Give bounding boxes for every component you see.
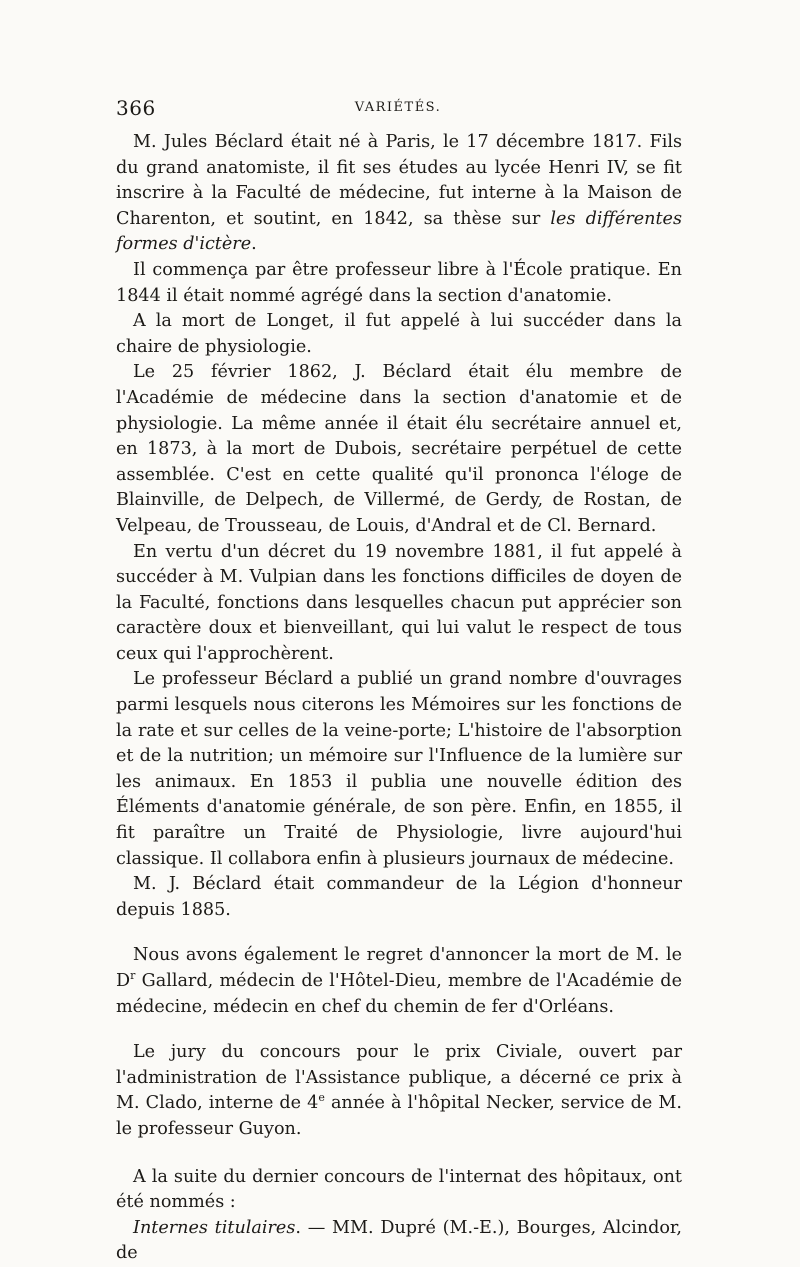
paragraph-beclard-career: Il commença par être professeur libre à l'École pratique. En 1844 il était nommé agrégé dans la section d'anatomie. [116,259,682,306]
superscript: r [130,969,136,983]
paragraph-gallard-death [116,943,682,1020]
paragraph-beclard-academy: Le 25 février 1862, J. Béclard était élu membre de l'Académie de médecine dans la section d'anatomie et de physiologie. La même année il était élu secrétaire annuel et, en 1873, à la mort de Dubois, secrétaire perpétuel de cette assemblée. C'est en cette qualité qu'il prononca l'éloge de Blainville, de Delpech, de Villermé, de Gerdy, de Rostan, de Velpeau, de Trousseau, de Louis, d'Andral et de Cl. Bernard. [116,362,682,536]
page-header [116,96,680,122]
paragraph-internes-titulaires [116,1216,682,1267]
page-number: 366 [116,96,156,120]
paragraph-text: année à l'hôpital Necker, service de M. le professeur Guyon. [116,1093,683,1139]
paragraph-internat: A la suite du dernier concours de l'internat des hôpitaux, ont été nommés : [116,1166,682,1213]
paragraph-beclard-birth [116,130,682,258]
paragraph-beclard-honours: M. J. Béclard était commandeur de la Légion d'honneur depuis 1885. [116,874,682,920]
paragraph-text: . [251,234,257,255]
paragraph-text: . — MM. Dupré (M.-E.), Bourges, Alcindor, de [116,1217,682,1264]
internes-label: Internes titulaires [133,1217,296,1238]
paragraph-text: Le jury du concours pour le prix Civiale, ouvert par l'administration de l'Assistance publique, a décerné ce prix à M. Clado, interne de 4 [116,1042,682,1114]
paragraph-text: Nous avons également le regret d'annoncer la mort de M. le D [116,945,682,991]
thesis-title: les différentes formes d'ictère [116,208,682,255]
paragraph-beclard-dean: En vertu d'un décret du 19 novembre 1881, il fut appelé à succéder à M. Vulpian dans les fonctions difficiles de doyen de la Faculté, fonctions dans lesquelles chacun put apprécier son caractère doux et bienveillant, qui lui valut le respect de tous ceux qui l'approchèrent. [116,541,682,664]
paragraph-text: Gallard, médecin de l'Hôtel-Dieu, membre de l'Académie de médecine, médecin en chef du chemin de fer d'Orléans. [116,971,682,1017]
paragraph-beclard-chair: A la mort de Longet, il fut appelé à lui succéder dans la chaire de physiologie. [116,311,682,357]
paragraph-prix-civiale [116,1040,682,1142]
paragraph-text: M. Jules Béclard était né à Paris, le 17 décembre 1817. Fils du grand anatomiste, il fit ses études au lycée Henri IV, se fit inscrire à la Faculté de médecine, fut interne à la Maison de Charenton, et soutint, en 1842, sa thèse sur [116,132,682,229]
body-text [116,130,682,1267]
paragraph-beclard-works: Le professeur Béclard a publié un grand nombre d'ouvrages parmi lesquels nous citerons les Mémoires sur les fonctions de la rate et sur celles de la veine-porte; L'histoire de l'absorption et de la nutrition; un mémoire sur l'Influence de la lumière sur les animaux. En 1853 il publia une nouvelle édition des Éléments d'anatomie générale, de son père. Enfin, en 1855, il fit paraître un Traité de Physiologie, livre aujourd'hui classique. Il collabora enfin à plusieurs journaux de médecine. [116,669,682,869]
running-head: VARIÉTÉS. [354,100,442,115]
superscript: e [318,1091,325,1105]
